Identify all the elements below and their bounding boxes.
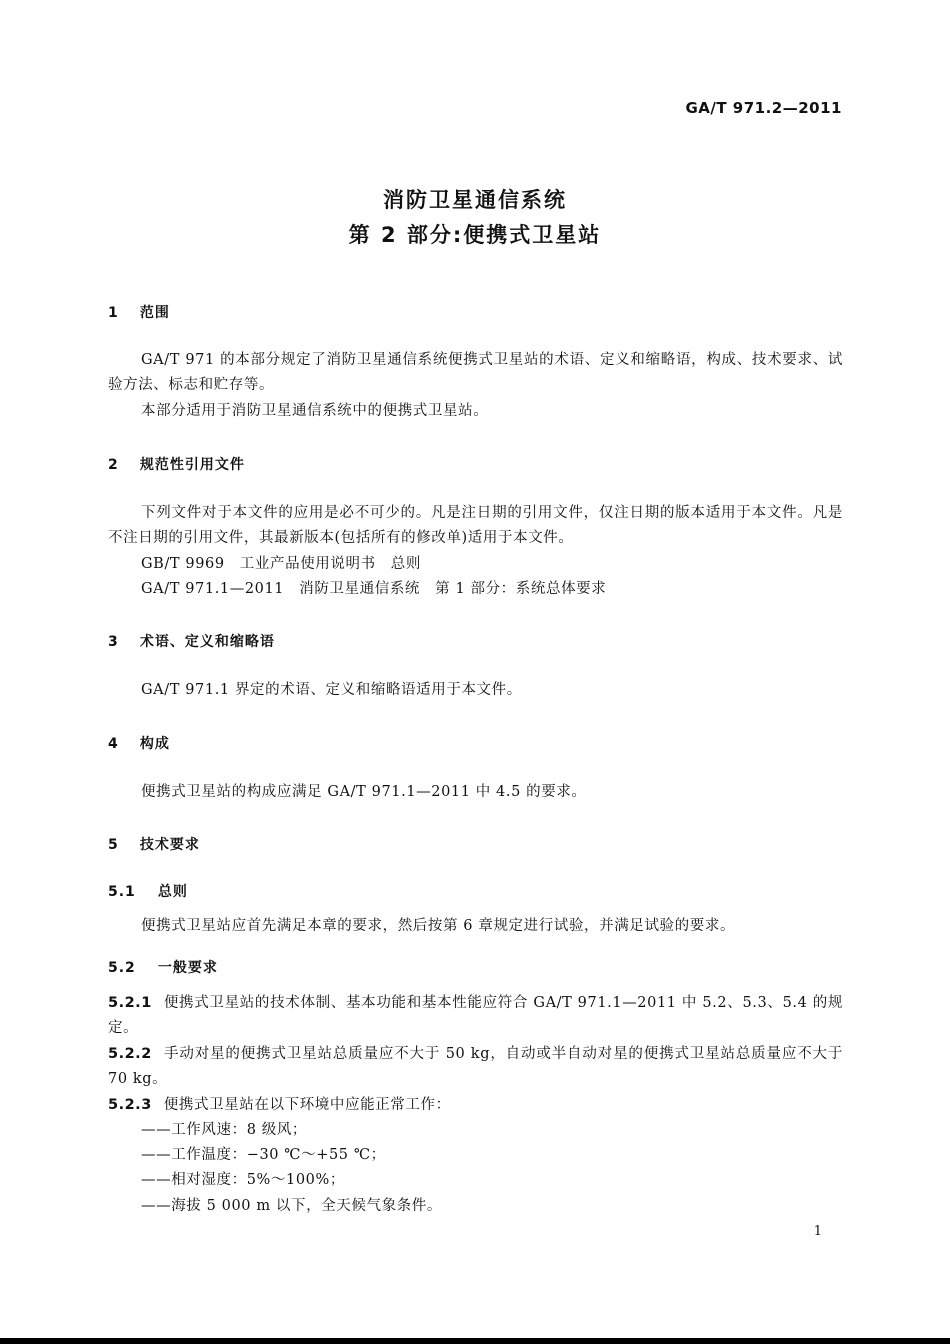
clause-number: 5.2.1 (108, 995, 152, 1011)
environment-list-item: ——海拔 5 000 m 以下，全天候气象条件。 (141, 1198, 442, 1214)
page-number: 1 (813, 1224, 822, 1239)
subsection-number: 5.2 (108, 960, 136, 976)
section-number: 3 (108, 634, 119, 650)
environment-list-item: ——工作风速：8 级风； (141, 1122, 308, 1138)
general-paragraph: 便携式卫星站应首先满足本章的要求，然后按第 6 章规定进行试验，并满足试验的要求。 (141, 918, 736, 934)
clause-text: 便携式卫星站在以下环境中应能正常工作： (163, 1097, 451, 1113)
clause-5-2-3 (108, 1093, 843, 1118)
subsection-heading-general (108, 881, 188, 901)
environment-list-item: ——工作温度：−30 ℃～+55 ℃； (141, 1147, 386, 1163)
section-heading-scope (108, 302, 170, 322)
section-title: 范围 (139, 305, 170, 321)
reference-item: GA/T 971.1—2011 消防卫星通信系统 第 1 部分：系统总体要求 (141, 581, 607, 597)
scope-paragraph: GA/T 971 的本部分规定了消防卫星通信系统便携式卫星站的术语、定义和缩略语，构成、技术要求、试验方法、标志和贮存等。 (108, 352, 843, 393)
section-heading-technical-requirements (108, 834, 200, 854)
clause-5-2-1 (108, 991, 843, 1041)
clause-5-2-2 (108, 1042, 843, 1092)
section-number: 5 (108, 837, 119, 853)
subsection-number: 5.1 (108, 884, 136, 900)
section-number: 2 (108, 457, 119, 473)
environment-list-item: ——相对湿度：5%～100%； (141, 1172, 345, 1188)
section-title: 术语、定义和缩略语 (139, 634, 275, 650)
document-title-line2: 第 2 部分:便携式卫星站 (348, 223, 602, 247)
document-title-line1: 消防卫星通信系统 (383, 188, 567, 212)
doc-code: GA/T 971.2—2011 (685, 99, 842, 117)
clause-number: 5.2.2 (108, 1046, 152, 1062)
section-number: 4 (108, 736, 119, 752)
subsection-title: 一般要求 (157, 960, 218, 976)
section-title: 技术要求 (139, 837, 200, 853)
section-heading-normative-references (108, 454, 245, 474)
terms-paragraph: GA/T 971.1 界定的术语、定义和缩略语适用于本文件。 (141, 682, 522, 698)
clause-text: 便携式卫星站的技术体制、基本功能和基本性能应符合 GA/T 971.1—2011 中 5.2、5.3、5.4 的规定。 (108, 995, 843, 1036)
section-heading-terms (108, 631, 275, 651)
section-heading-composition (108, 733, 170, 753)
subsection-heading-general-requirements (108, 957, 218, 977)
subsection-title: 总则 (157, 884, 188, 900)
clause-number: 5.2.3 (108, 1097, 152, 1113)
section-title: 构成 (139, 736, 170, 752)
reference-item: GB/T 9969 工业产品使用说明书 总则 (141, 556, 422, 572)
section-number: 1 (108, 305, 119, 321)
clause-text: 手动对星的便携式卫星站总质量应不大于 50 kg，自动或半自动对星的便携式卫星站总质量应不大于 70 kg。 (108, 1046, 843, 1087)
scope-applicability-paragraph: 本部分适用于消防卫星通信系统中的便携式卫星站。 (141, 403, 489, 419)
composition-paragraph: 便携式卫星站的构成应满足 GA/T 971.1—2011 中 4.5 的要求。 (141, 784, 587, 800)
section-title: 规范性引用文件 (139, 457, 245, 473)
page-bottom-edge (0, 1338, 950, 1344)
references-intro-paragraph: 下列文件对于本文件的应用是必不可少的。凡是注日期的引用文件，仅注日期的版本适用于本文件。凡是不注日期的引用文件，其最新版本(包括所有的修改单)适用于本文件。 (108, 505, 843, 546)
